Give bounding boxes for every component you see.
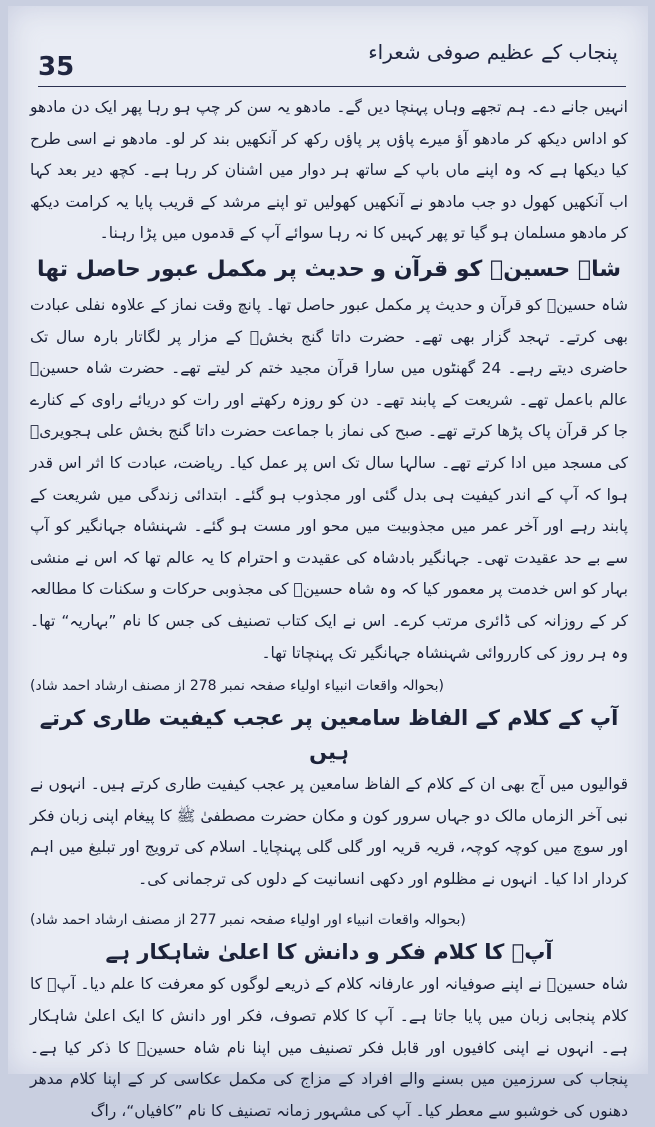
spacer (30, 895, 628, 903)
intro-paragraph: انہیں جانے دے۔ ہم تجھے وہاں پہنچا دیں گے۔ مادھو یہ سن کر چپ ہو رہا پھر ایک دن مادھو کو اداس دیکھ کر مادھو آؤ میرے پاؤں پر پاؤں رکھ کر آنکھیں بند کر لو۔ مادھو نے اسی طرح کیا دیکھا ہے کہ وہ اپنے ماں باپ کے ساتھ ہر دوار میں اشنان کر رہا ہے۔ کچھ دیر بعد کہا اب آنکھیں کھول دو جب مادھو نے آنکھیں کھولیں تو اپنے مرشد کے قریب پایا یہ کرامت دیکھ کر مادھو مسلمان ہو گیا تو پھر کہیں کا نہ رہا سوائے آپ کے قدموں میں پڑا رہنا۔ (30, 98, 628, 243)
book-page (8, 6, 648, 1120)
page-header (8, 6, 648, 86)
header-rule (38, 86, 626, 87)
section-heading-kalam-effect: آپ کے کلام کے الفاظ سامعین پر عجب کیفیت طاری کرتے ہیں (39, 706, 619, 765)
paragraph-quran-hadith: شاہ حسینؒ کو قرآن و حدیث پر مکمل عبور حاصل تھا۔ پانچ وقت نماز کے علاوہ نفلی عبادت بھی کرتے۔ تہجد گزار بھی تھے۔ حضرت داتا گنج بخشؒ کے مزار پر لگاتار بارہ سال تک حاضری دیتے رہے۔ 24 گھنٹوں میں سارا قرآن مجید ختم کر لیتے تھے۔ حضرت شاہ حسینؒ عالم باعمل تھے۔ شریعت کے پابند تھے۔ دن کو روزہ رکھتے اور رات کو دریائے راوی کے کنارے جا کر قرآن پاک پڑھا کرتے تھے۔ صبح کی نماز با جماعت حضرت داتا گنج بخش علی ہجویریؒ کی مسجد میں ادا کرتے تھے۔ سالہا سال تک اس پر عمل کیا۔ ریاضت، عبادت کا اثر اس قدر ہوا کہ آپ کے اندر کیفیت ہی بدل گئی اور مجذوب ہو گئے۔ ابتدائی زندگی میں شریعت کے پابند رہے اور آخر عمر میں مجذوبیت میں محو اور مست ہو گئے۔ شہنشاہ جہانگیر کو آپ سے بے حد عقیدت تھی۔ جہانگیر بادشاہ کی عقیدت و احترام کا یہ عالم تھا کہ اس نے منشی بہار کو اس خدمت پر معمور کیا کہ وہ شاہ حسینؒ کی مجذوبی حرکات و سکنات کا مطالعہ کر کے روزانہ کی ڈائری مرتب کرے۔ اس نے ایک کتاب تصنیف کی جس کا نام ”بہاریہ“ تھا۔ وہ ہر روز کی کارروائی شہنشاہ جہانگیر تک پہنچاتا تھا۔ (30, 295, 628, 662)
page-number: 35 (38, 52, 75, 82)
paragraph-masterpiece: شاہ حسینؒ نے اپنے صوفیانہ اور عارفانہ کلام کے ذریعے لوگوں کو معرفت کا علم دیا۔ آپؒ کا کلام پنجابی زبان میں پایا جاتا ہے۔ آپ کا کلام تصوف، فکر اور دانش کا ایک اعلیٰ شاہکار ہے۔ انہوں نے اپنی کافیوں اور قابل فکر تصنیف میں اپنا نام شاہ حسینؒ کا ذکر کیا ہے۔ پنجاب کی سرزمین میں بسنے والے افراد کے مزاج کی مکمل عکاسی کر کے اپنا کلام مدھر دھنوں کی خوشبو سے معطر کیا۔ آپ کی مشہور زمانہ تصنیف کا نام ”کافیاں“، راگ (30, 975, 628, 1120)
running-title: پنجاب کے عظیم صوفی شعراء (368, 40, 618, 64)
section-heading-quran-hadith: شاہ حسینؒ کو قرآن و حدیث پر مکمل عبور حاصل تھا (37, 256, 621, 282)
citation-page-277: (بحوالہ واقعات انبیاء اور اولیاء صفحہ نمبر 277 از مصنف ارشاد احمد شاد) (30, 912, 466, 929)
paragraph-kalam-effect: قوالیوں میں آج بھی ان کے کلام کے الفاظ سامعین پر عجب کیفیت طاری کرتے ہیں۔ انہوں نے نبی آخر الزماں مالک دو جہاں سرور کون و مکان حضرت مصطفیٰ ﷺ کا پیغام اپنی زبان فکر اور سوچ میں کوچہ کوچہ، قریہ قریہ اور گلی گلی پہنچایا۔ اسلام کی ترویج اور تبلیغ میں اہم کردار ادا کیا۔ انہوں نے مظلوم اور دکھی انسانیت کے دلوں کی ترجمانی کی۔ (30, 775, 628, 888)
section-heading-masterpiece: آپؒ کا کلام فکر و دانش کا اعلیٰ شاہکار ہے (105, 940, 553, 965)
citation-page-278: (بحوالہ واقعات انبیاء اولیاء صفحہ نمبر 278 از مصنف ارشاد احمد شاد) (30, 678, 445, 695)
page-body (30, 92, 628, 1120)
